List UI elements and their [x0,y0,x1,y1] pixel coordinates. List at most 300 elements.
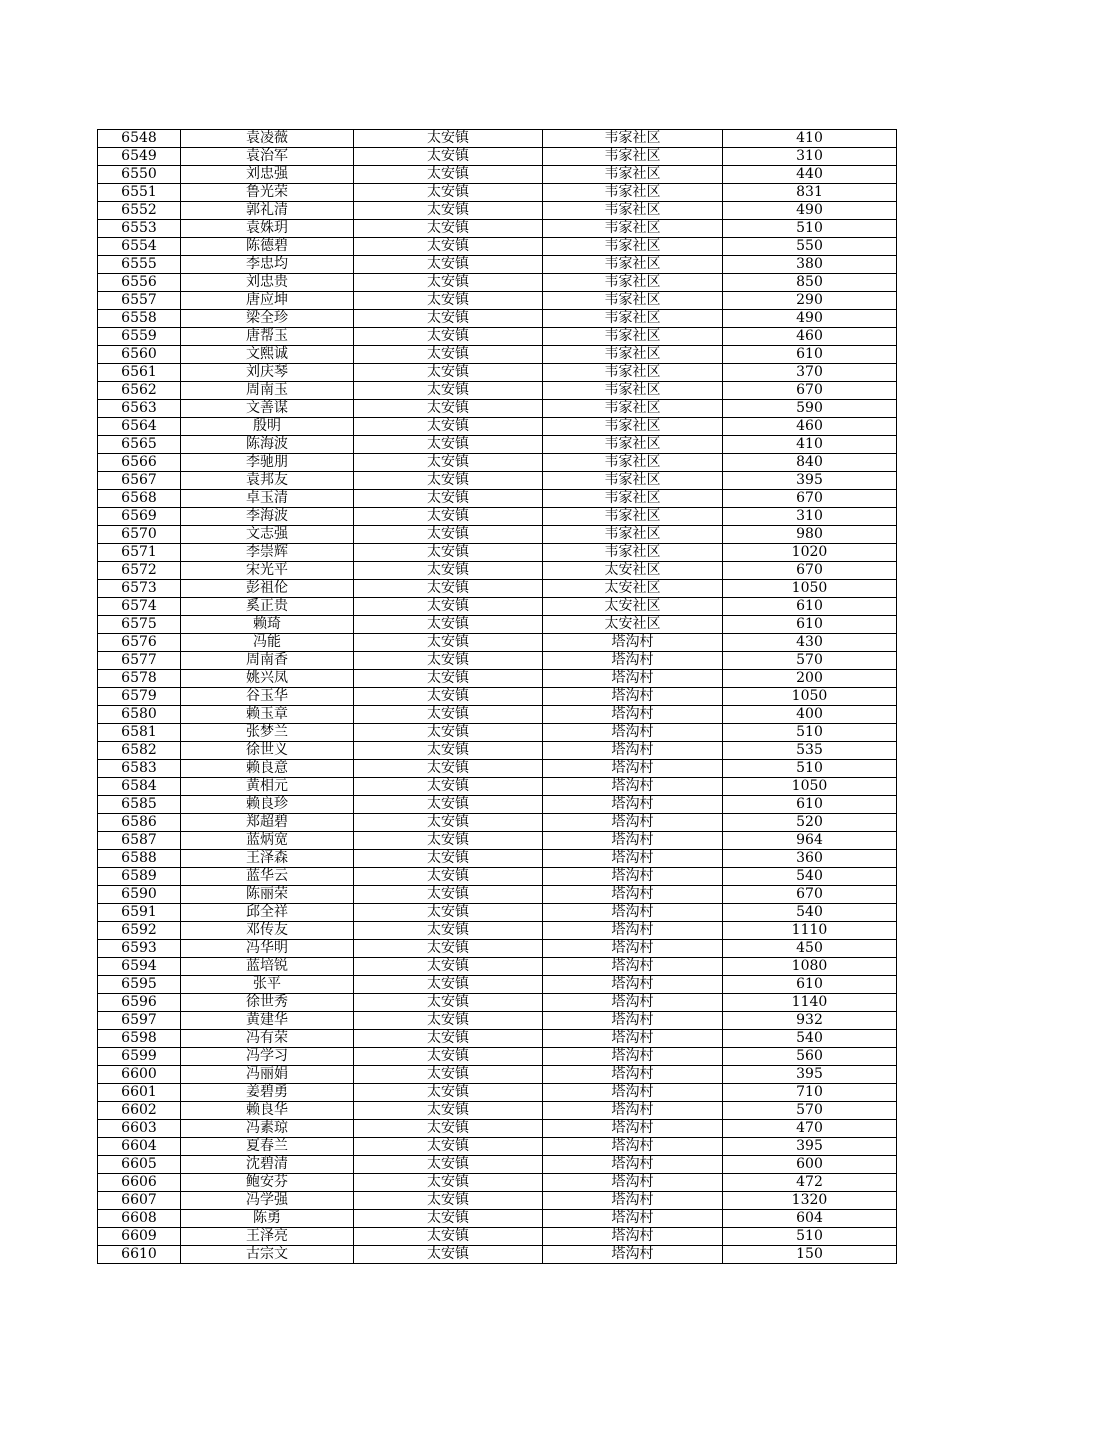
data-sheet [97,129,897,1264]
village-cell: 韦家社区 [543,310,723,328]
amount-cell: 540 [723,1030,897,1048]
town-cell: 太安镇 [354,148,543,166]
name-cell: 黄建华 [181,1012,354,1030]
table-row [98,742,897,760]
name-cell: 陈德碧 [181,238,354,256]
name-cell: 周南香 [181,652,354,670]
village-cell: 塔沟村 [543,688,723,706]
row-number-cell: 6587 [98,832,181,850]
town-cell: 太安镇 [354,652,543,670]
town-cell: 太安镇 [354,760,543,778]
village-cell: 塔沟村 [543,850,723,868]
row-number-cell: 6600 [98,1066,181,1084]
town-cell: 太安镇 [354,940,543,958]
town-cell: 太安镇 [354,490,543,508]
name-cell: 姜碧勇 [181,1084,354,1102]
row-number-cell: 6599 [98,1048,181,1066]
amount-cell: 395 [723,1066,897,1084]
table-row [98,1210,897,1228]
amount-cell: 360 [723,850,897,868]
name-cell: 邱全祥 [181,904,354,922]
village-cell: 韦家社区 [543,328,723,346]
row-number-cell: 6564 [98,418,181,436]
name-cell: 刘忠强 [181,166,354,184]
table-body [98,130,897,1264]
town-cell: 太安镇 [354,922,543,940]
amount-cell: 932 [723,1012,897,1030]
name-cell: 古宗文 [181,1246,354,1264]
amount-cell: 560 [723,1048,897,1066]
town-cell: 太安镇 [354,1192,543,1210]
town-cell: 太安镇 [354,364,543,382]
village-cell: 韦家社区 [543,472,723,490]
amount-cell: 831 [723,184,897,202]
village-cell: 太安社区 [543,598,723,616]
name-cell: 文熙诚 [181,346,354,364]
name-cell: 王泽森 [181,850,354,868]
village-cell: 韦家社区 [543,418,723,436]
row-number-cell: 6606 [98,1174,181,1192]
table-row [98,796,897,814]
table-row [98,1012,897,1030]
village-cell: 韦家社区 [543,220,723,238]
name-cell: 陈勇 [181,1210,354,1228]
town-cell: 太安镇 [354,616,543,634]
town-cell: 太安镇 [354,562,543,580]
village-cell: 塔沟村 [543,958,723,976]
row-number-cell: 6603 [98,1120,181,1138]
table-row [98,364,897,382]
town-cell: 太安镇 [354,1012,543,1030]
row-number-cell: 6559 [98,328,181,346]
table-row [98,1120,897,1138]
village-cell: 韦家社区 [543,130,723,148]
amount-cell: 150 [723,1246,897,1264]
table-row [98,760,897,778]
amount-cell: 1140 [723,994,897,1012]
village-cell: 韦家社区 [543,544,723,562]
village-cell: 太安社区 [543,562,723,580]
name-cell: 刘忠贵 [181,274,354,292]
amount-cell: 610 [723,346,897,364]
table-row [98,1228,897,1246]
town-cell: 太安镇 [354,526,543,544]
name-cell: 邓传友 [181,922,354,940]
town-cell: 太安镇 [354,598,543,616]
town-cell: 太安镇 [354,454,543,472]
row-number-cell: 6596 [98,994,181,1012]
table-row [98,1030,897,1048]
town-cell: 太安镇 [354,1246,543,1264]
table-row [98,976,897,994]
town-cell: 太安镇 [354,1066,543,1084]
name-cell: 殷明 [181,418,354,436]
name-cell: 李崇辉 [181,544,354,562]
row-number-cell: 6584 [98,778,181,796]
town-cell: 太安镇 [354,994,543,1012]
amount-cell: 840 [723,454,897,472]
town-cell: 太安镇 [354,1228,543,1246]
table-row [98,544,897,562]
amount-cell: 460 [723,418,897,436]
village-cell: 塔沟村 [543,706,723,724]
village-cell: 韦家社区 [543,148,723,166]
amount-cell: 570 [723,652,897,670]
village-cell: 塔沟村 [543,634,723,652]
row-number-cell: 6571 [98,544,181,562]
table-row [98,778,897,796]
town-cell: 太安镇 [354,904,543,922]
table-row [98,220,897,238]
amount-cell: 610 [723,616,897,634]
table-row [98,346,897,364]
name-cell: 郭礼清 [181,202,354,220]
table-row [98,1102,897,1120]
town-cell: 太安镇 [354,976,543,994]
row-number-cell: 6602 [98,1102,181,1120]
village-cell: 韦家社区 [543,508,723,526]
town-cell: 太安镇 [354,670,543,688]
row-number-cell: 6590 [98,886,181,904]
amount-cell: 470 [723,1120,897,1138]
row-number-cell: 6586 [98,814,181,832]
table-row [98,1192,897,1210]
name-cell: 蓝炳宽 [181,832,354,850]
village-cell: 塔沟村 [543,994,723,1012]
name-cell: 李海波 [181,508,354,526]
town-cell: 太安镇 [354,346,543,364]
name-cell: 夏春兰 [181,1138,354,1156]
village-cell: 塔沟村 [543,1192,723,1210]
name-cell: 文志强 [181,526,354,544]
table-row [98,526,897,544]
village-cell: 塔沟村 [543,778,723,796]
amount-cell: 440 [723,166,897,184]
village-cell: 韦家社区 [543,256,723,274]
village-cell: 太安社区 [543,580,723,598]
table-row [98,130,897,148]
name-cell: 谷玉华 [181,688,354,706]
village-cell: 塔沟村 [543,814,723,832]
village-cell: 韦家社区 [543,490,723,508]
amount-cell: 535 [723,742,897,760]
amount-cell: 472 [723,1174,897,1192]
name-cell: 李驰朋 [181,454,354,472]
village-cell: 塔沟村 [543,1120,723,1138]
amount-cell: 964 [723,832,897,850]
amount-cell: 395 [723,472,897,490]
village-cell: 塔沟村 [543,1228,723,1246]
name-cell: 袁凌薇 [181,130,354,148]
town-cell: 太安镇 [354,274,543,292]
row-number-cell: 6609 [98,1228,181,1246]
table-row [98,634,897,652]
amount-cell: 710 [723,1084,897,1102]
table-row [98,1246,897,1264]
name-cell: 袁治军 [181,148,354,166]
village-cell: 塔沟村 [543,1174,723,1192]
town-cell: 太安镇 [354,634,543,652]
table-row [98,1048,897,1066]
row-number-cell: 6582 [98,742,181,760]
village-cell: 塔沟村 [543,1012,723,1030]
table-row [98,274,897,292]
amount-cell: 290 [723,292,897,310]
name-cell: 郑超碧 [181,814,354,832]
row-number-cell: 6585 [98,796,181,814]
amount-cell: 430 [723,634,897,652]
table-row [98,994,897,1012]
row-number-cell: 6604 [98,1138,181,1156]
row-number-cell: 6562 [98,382,181,400]
name-cell: 冯学习 [181,1048,354,1066]
village-cell: 塔沟村 [543,886,723,904]
village-cell: 塔沟村 [543,1102,723,1120]
row-number-cell: 6577 [98,652,181,670]
row-number-cell: 6570 [98,526,181,544]
town-cell: 太安镇 [354,1030,543,1048]
table-row [98,1066,897,1084]
village-cell: 韦家社区 [543,400,723,418]
table-row [98,400,897,418]
row-number-cell: 6568 [98,490,181,508]
name-cell: 张梦兰 [181,724,354,742]
village-cell: 塔沟村 [543,796,723,814]
amount-cell: 1050 [723,688,897,706]
row-number-cell: 6581 [98,724,181,742]
amount-cell: 540 [723,904,897,922]
name-cell: 冯丽娟 [181,1066,354,1084]
row-number-cell: 6576 [98,634,181,652]
village-cell: 塔沟村 [543,652,723,670]
amount-cell: 510 [723,220,897,238]
amount-cell: 490 [723,310,897,328]
village-cell: 塔沟村 [543,760,723,778]
town-cell: 太安镇 [354,1156,543,1174]
town-cell: 太安镇 [354,1048,543,1066]
amount-cell: 670 [723,886,897,904]
town-cell: 太安镇 [354,544,543,562]
amount-cell: 370 [723,364,897,382]
village-cell: 塔沟村 [543,922,723,940]
amount-cell: 400 [723,706,897,724]
village-cell: 塔沟村 [543,1210,723,1228]
village-cell: 塔沟村 [543,1066,723,1084]
row-number-cell: 6549 [98,148,181,166]
row-number-cell: 6588 [98,850,181,868]
name-cell: 赖琦 [181,616,354,634]
name-cell: 唐应坤 [181,292,354,310]
row-number-cell: 6548 [98,130,181,148]
row-number-cell: 6572 [98,562,181,580]
row-number-cell: 6569 [98,508,181,526]
amount-cell: 510 [723,1228,897,1246]
village-cell: 太安社区 [543,616,723,634]
village-cell: 塔沟村 [543,1084,723,1102]
name-cell: 黄相元 [181,778,354,796]
name-cell: 奚正贵 [181,598,354,616]
town-cell: 太安镇 [354,130,543,148]
amount-cell: 395 [723,1138,897,1156]
table-row [98,616,897,634]
amount-cell: 1050 [723,580,897,598]
row-number-cell: 6561 [98,364,181,382]
town-cell: 太安镇 [354,832,543,850]
town-cell: 太安镇 [354,688,543,706]
row-number-cell: 6598 [98,1030,181,1048]
row-number-cell: 6552 [98,202,181,220]
table-row [98,256,897,274]
amount-cell: 600 [723,1156,897,1174]
name-cell: 李忠均 [181,256,354,274]
town-cell: 太安镇 [354,382,543,400]
village-cell: 塔沟村 [543,1138,723,1156]
table-row [98,184,897,202]
town-cell: 太安镇 [354,238,543,256]
village-cell: 韦家社区 [543,292,723,310]
table-row [98,706,897,724]
table-row [98,382,897,400]
name-cell: 唐帮玉 [181,328,354,346]
amount-cell: 450 [723,940,897,958]
village-cell: 塔沟村 [543,832,723,850]
name-cell: 周南玉 [181,382,354,400]
name-cell: 宋光平 [181,562,354,580]
amount-cell: 410 [723,436,897,454]
row-number-cell: 6592 [98,922,181,940]
village-cell: 韦家社区 [543,346,723,364]
table-row [98,688,897,706]
name-cell: 鲁光荣 [181,184,354,202]
town-cell: 太安镇 [354,724,543,742]
amount-cell: 550 [723,238,897,256]
amount-cell: 670 [723,490,897,508]
row-number-cell: 6605 [98,1156,181,1174]
table-row [98,904,897,922]
village-cell: 塔沟村 [543,1030,723,1048]
row-number-cell: 6565 [98,436,181,454]
row-number-cell: 6591 [98,904,181,922]
village-cell: 塔沟村 [543,724,723,742]
table-row [98,292,897,310]
amount-cell: 380 [723,256,897,274]
town-cell: 太安镇 [354,184,543,202]
amount-cell: 1020 [723,544,897,562]
name-cell: 姚兴凤 [181,670,354,688]
table-row [98,598,897,616]
table-row [98,454,897,472]
row-number-cell: 6610 [98,1246,181,1264]
amount-cell: 310 [723,508,897,526]
town-cell: 太安镇 [354,850,543,868]
name-cell: 彭祖伦 [181,580,354,598]
name-cell: 袁邦友 [181,472,354,490]
table-row [98,670,897,688]
amount-cell: 460 [723,328,897,346]
name-cell: 徐世义 [181,742,354,760]
row-number-cell: 6567 [98,472,181,490]
row-number-cell: 6580 [98,706,181,724]
amount-cell: 510 [723,724,897,742]
town-cell: 太安镇 [354,220,543,238]
table-row [98,238,897,256]
town-cell: 太安镇 [354,778,543,796]
village-cell: 韦家社区 [543,436,723,454]
row-number-cell: 6560 [98,346,181,364]
row-number-cell: 6553 [98,220,181,238]
town-cell: 太安镇 [354,796,543,814]
town-cell: 太安镇 [354,292,543,310]
name-cell: 冯能 [181,634,354,652]
name-cell: 赖良珍 [181,796,354,814]
amount-cell: 510 [723,760,897,778]
amount-cell: 520 [723,814,897,832]
row-number-cell: 6556 [98,274,181,292]
name-cell: 赖良意 [181,760,354,778]
amount-cell: 980 [723,526,897,544]
table-row [98,490,897,508]
table-row [98,580,897,598]
amount-cell: 1320 [723,1192,897,1210]
village-cell: 塔沟村 [543,1246,723,1264]
name-cell: 张平 [181,976,354,994]
name-cell: 卓玉清 [181,490,354,508]
town-cell: 太安镇 [354,472,543,490]
name-cell: 鲍安芬 [181,1174,354,1192]
table-row [98,148,897,166]
table-row [98,508,897,526]
table-row [98,724,897,742]
name-cell: 冯有荣 [181,1030,354,1048]
table-row [98,868,897,886]
amount-cell: 610 [723,796,897,814]
village-cell: 韦家社区 [543,526,723,544]
amount-cell: 590 [723,400,897,418]
name-cell: 冯学强 [181,1192,354,1210]
town-cell: 太安镇 [354,868,543,886]
village-cell: 韦家社区 [543,454,723,472]
amount-cell: 670 [723,382,897,400]
village-cell: 塔沟村 [543,940,723,958]
village-cell: 塔沟村 [543,670,723,688]
table-row [98,958,897,976]
amount-cell: 610 [723,598,897,616]
name-cell: 徐世秀 [181,994,354,1012]
name-cell: 刘庆琴 [181,364,354,382]
row-number-cell: 6554 [98,238,181,256]
town-cell: 太安镇 [354,202,543,220]
table-row [98,814,897,832]
amount-cell: 540 [723,868,897,886]
town-cell: 太安镇 [354,436,543,454]
town-cell: 太安镇 [354,1102,543,1120]
town-cell: 太安镇 [354,814,543,832]
amount-cell: 670 [723,562,897,580]
amount-cell: 310 [723,148,897,166]
village-cell: 韦家社区 [543,274,723,292]
row-number-cell: 6589 [98,868,181,886]
amount-cell: 570 [723,1102,897,1120]
table-row [98,886,897,904]
amount-cell: 850 [723,274,897,292]
village-cell: 韦家社区 [543,238,723,256]
table-row [98,1138,897,1156]
amount-cell: 200 [723,670,897,688]
table-row [98,1156,897,1174]
row-number-cell: 6563 [98,400,181,418]
name-cell: 蓝华云 [181,868,354,886]
row-number-cell: 6594 [98,958,181,976]
